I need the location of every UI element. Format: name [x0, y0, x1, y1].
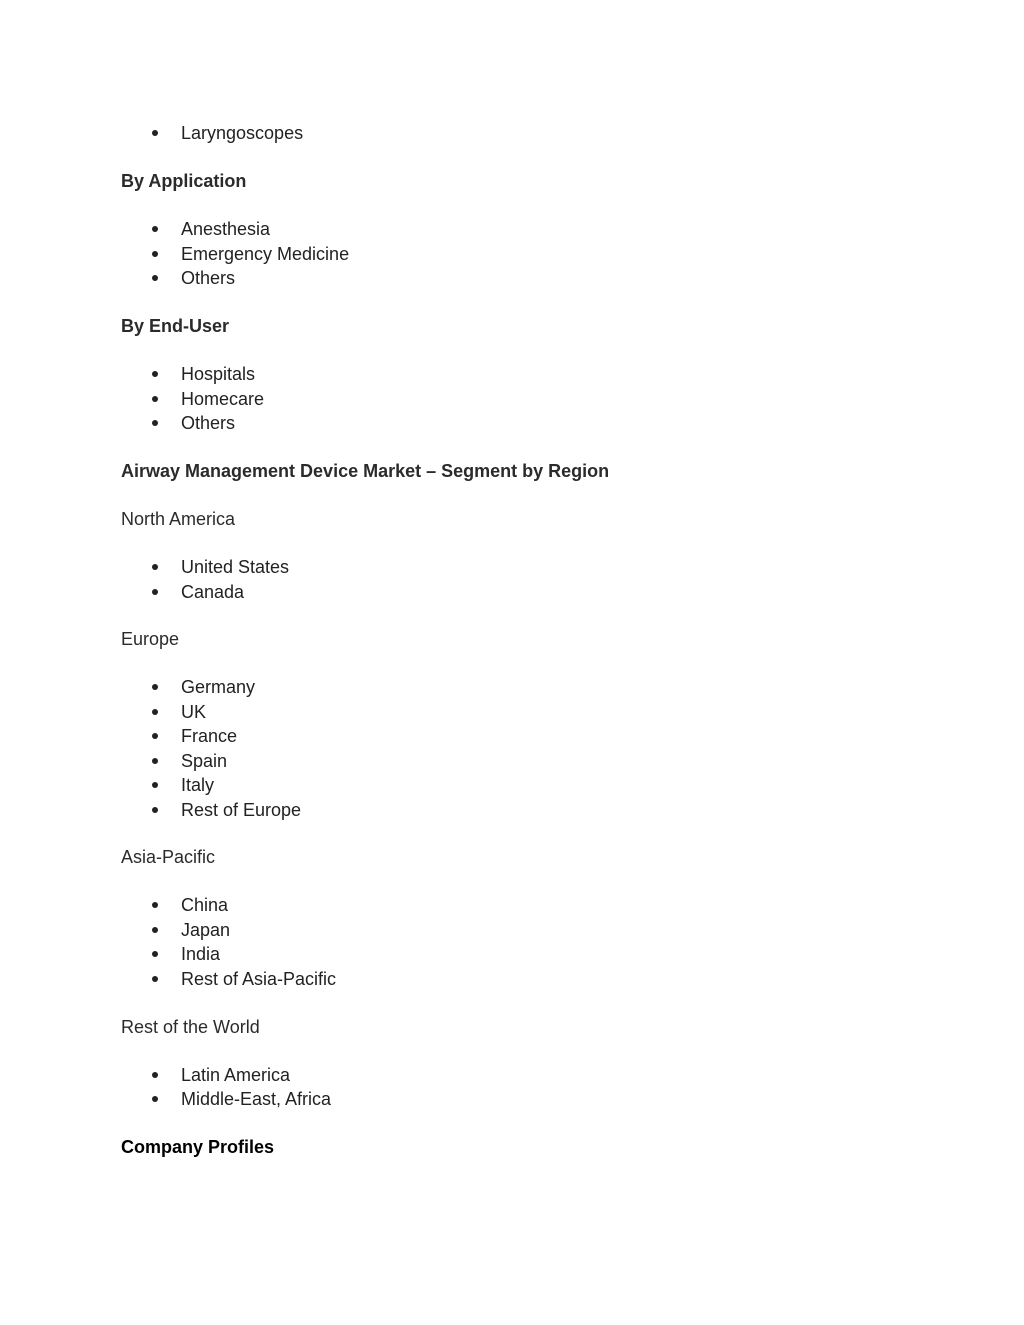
bullet-icon	[152, 564, 158, 570]
bullet-icon	[152, 396, 158, 402]
bullet-icon	[152, 733, 158, 739]
bullet-icon	[152, 1096, 158, 1102]
list-item: Canada	[181, 582, 245, 602]
bullet-icon	[152, 684, 158, 690]
list-item: Germany	[181, 677, 256, 697]
section-heading: Company Profiles	[121, 1137, 275, 1157]
section-heading: By End-User	[121, 316, 230, 336]
bullet-icon	[152, 807, 158, 813]
bullet-icon	[152, 251, 158, 257]
list-item: Latin America	[181, 1065, 291, 1085]
bullet-icon	[152, 758, 158, 764]
bullet-icon	[152, 371, 158, 377]
list-item: Others	[181, 268, 236, 288]
list-item: China	[181, 895, 229, 915]
region-label: North America	[121, 509, 236, 529]
list-item: Italy	[181, 775, 215, 795]
bullet-icon	[152, 589, 158, 595]
region-label: Asia-Pacific	[121, 847, 216, 867]
bullet-icon	[152, 275, 158, 281]
list-item: Hospitals	[181, 364, 256, 384]
region-label: Europe	[121, 629, 180, 649]
list-item: Emergency Medicine	[181, 244, 350, 264]
section-heading: Airway Management Device Market – Segment by Region	[121, 461, 610, 481]
region-label: Rest of the World	[121, 1017, 260, 1037]
bullet-icon	[152, 226, 158, 232]
list-item: United States	[181, 557, 290, 577]
list-item: Rest of Europe	[181, 800, 302, 820]
section-heading: By Application	[121, 171, 247, 191]
bullet-icon	[152, 927, 158, 933]
list-item: India	[181, 944, 221, 964]
list-item: Middle-East, Africa	[181, 1089, 332, 1109]
bullet-icon	[152, 709, 158, 715]
bullet-icon	[152, 420, 158, 426]
list-item: Others	[181, 413, 236, 433]
list-item: UK	[181, 702, 207, 722]
list-item: Spain	[181, 751, 228, 771]
bullet-icon	[152, 951, 158, 957]
list-item: France	[181, 726, 238, 746]
list-item: Homecare	[181, 389, 265, 409]
bullet-icon	[152, 1072, 158, 1078]
bullet-icon	[152, 782, 158, 788]
bullet-icon	[152, 130, 158, 136]
list-item: Japan	[181, 920, 231, 940]
list-item: Anesthesia	[181, 219, 271, 239]
bullet-icon	[152, 902, 158, 908]
list-item: Rest of Asia-Pacific	[181, 969, 337, 989]
list-item: Laryngoscopes	[181, 123, 304, 143]
bullet-icon	[152, 976, 158, 982]
